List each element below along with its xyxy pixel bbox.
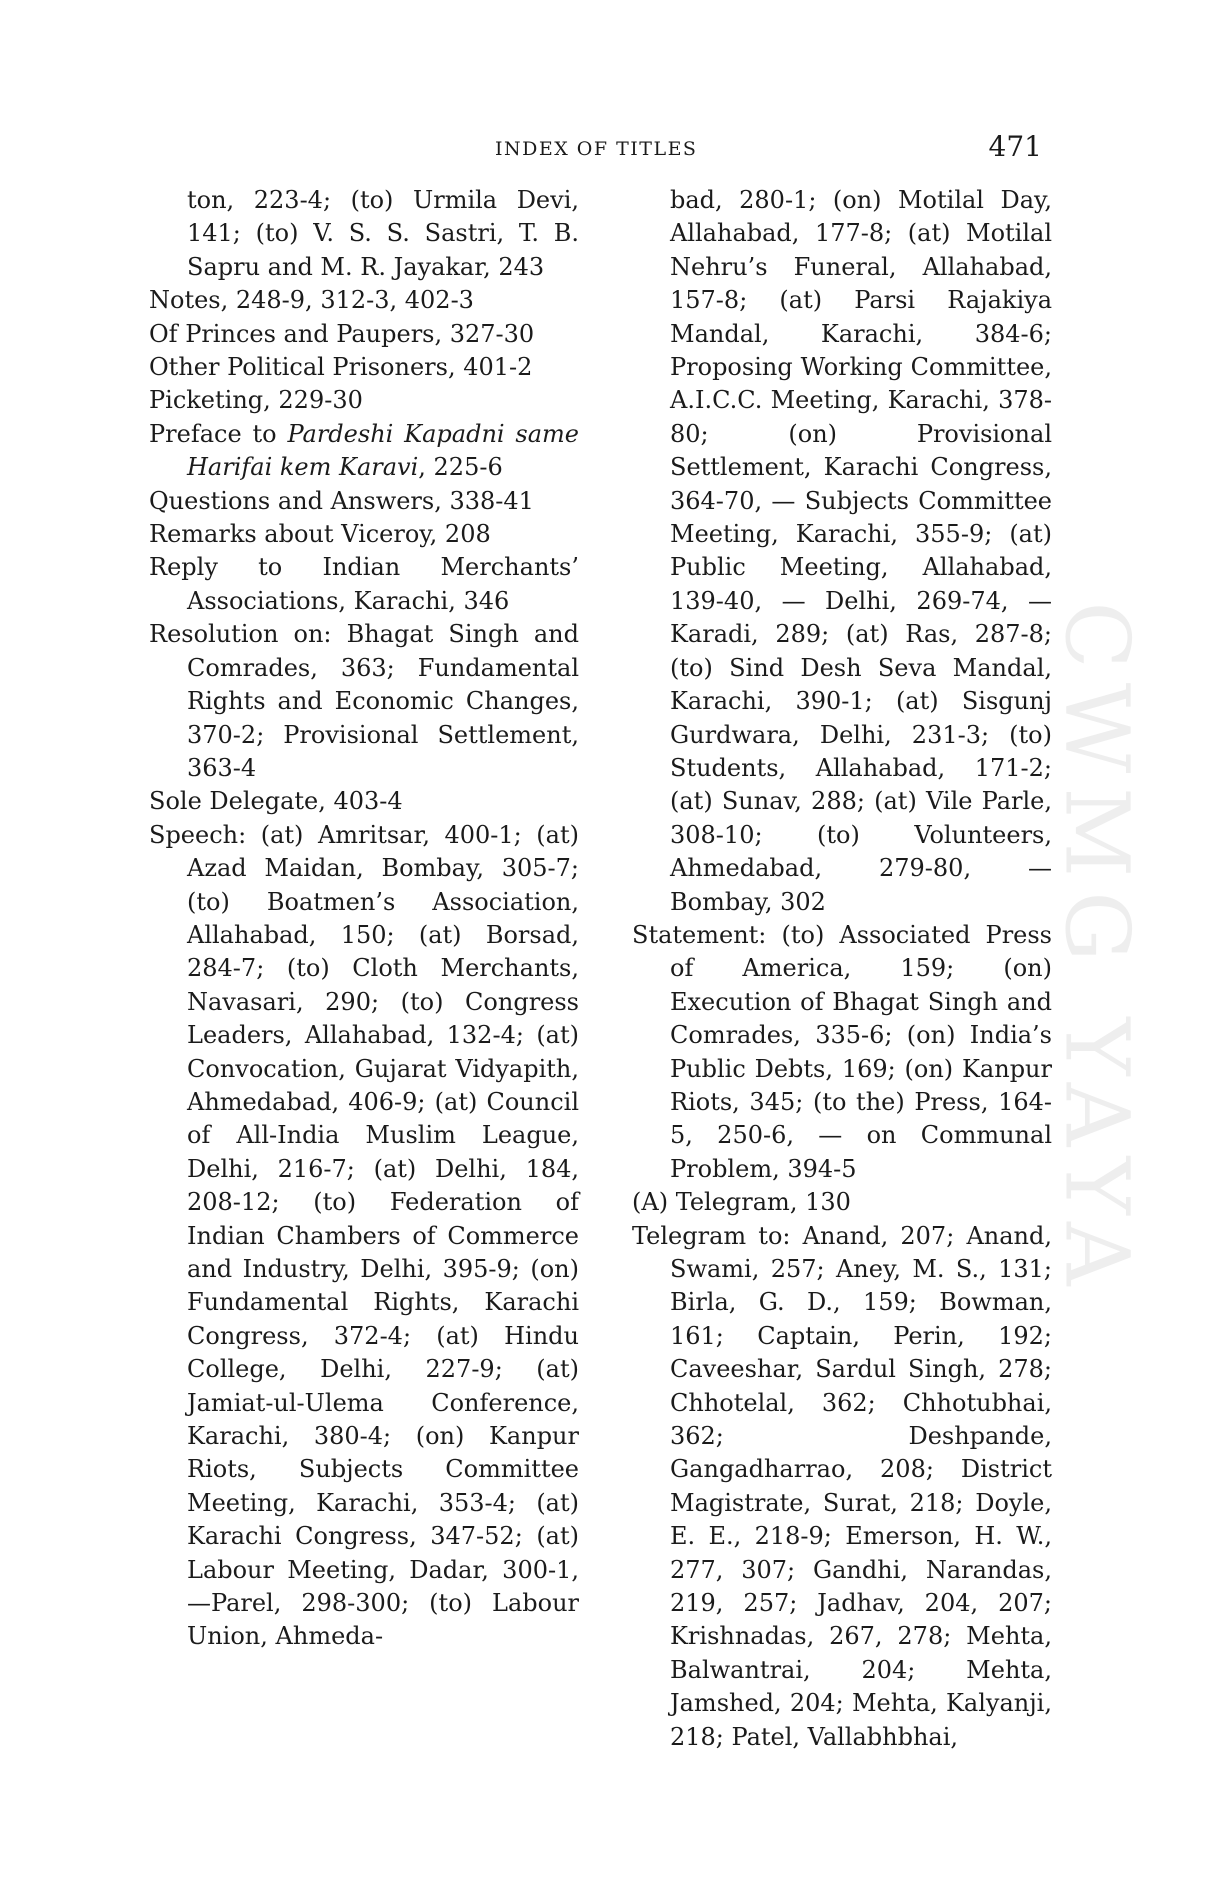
index-entry-other-prisoners: Other Political Prisoners, 401-2 bbox=[149, 353, 533, 382]
index-entry-picketing: Picketing, 229-30 bbox=[149, 386, 363, 415]
index-entry-continuation: ton, 223-4; (to) Urmila Devi, 141; (to) V. S. S. Sastri, T. B. Sapru and M. R. Jayakar, 243 bbox=[187, 186, 579, 281]
index-entry-questions: Questions and Answers, 338-41 bbox=[149, 486, 534, 515]
index-entry-continuation: bad, 280-1; (on) Motilal Day, Allahabad, 177-8; (at) Motilal Nehru’s Funeral, Allahabad, 157-8; (at) Parsi Rajakiya Mandal, Karachi, 384-6; Proposing Working Committee, A.I.C.C. Meeting, Karachi, 378-80; (on) Provisional Settlement, Karachi Congress, 364-70, — Subjects Committee Meeting, Karachi, 355-9; (at) Public Meeting, Allahabad, 139-40, — Delhi, 269-74, — Karadi, 289; (at) Ras, 287-8; (to) Sind Desh Seva Mandal, Karachi, 390-1; (at) Sisgunj Gurdwara, Delhi, 231-3; (to) Students, Allahabad, 171-2; (at) Sunav, 288; (at) Vile Parle, 308-10; (to) Volunteers, Ahmedabad, 279-80, — Bombay, 302 bbox=[670, 186, 1052, 916]
index-entry-reply: Reply to Indian Merchants’ Associations, Karachi, 346 bbox=[149, 553, 579, 615]
watermark bbox=[1045, 490, 1149, 1410]
preface-title: Pardeshi Kapadni same Harifai kem Karavi bbox=[187, 419, 579, 482]
index-entry-speech: Speech: (at) Amritsar, 400-1; (at) Azad Maidan, Bombay, 305-7; (to) Boatmen’s Association, Allahabad, 150; (at) Borsad, 284-7; (to) Cloth Merchants, Navasari, 290; (to) Congress Leaders, Allahabad, 132-4; (at) Convocation, Gujarat Vidyapith, Ahmedabad, 406-9; (at) Council of All-India Muslim League, Delhi, 216-7; (at) Delhi, 184, 208-12; (to) Federation of Indian Chambers of Commerce and Industry, Delhi, 395-9; (on) Fundamental Rights, Karachi Congress, 372-4; (at) Hindu College, Delhi, 227-9; (at) Jamiat-ul-Ulema Conference, Karachi, 380-4; (on) Kanpur Riots, Subjects Committee Meeting, Karachi, 353-4; (at) Karachi Congress, 347-52; (at) Labour Meeting, Dadar, 300-1, —Parel, 298-300; (to) Labour Union, Ahmeda- bbox=[149, 820, 579, 1651]
index-entry-a-telegram: (A) Telegram, 130 bbox=[632, 1188, 851, 1217]
preface-lead: Preface to bbox=[149, 419, 288, 448]
running-title: INDEX OF TITLES bbox=[495, 138, 698, 160]
page-number: 471 bbox=[988, 130, 1042, 163]
running-head bbox=[140, 130, 1060, 174]
preface-pages: , 225-6 bbox=[418, 453, 503, 482]
index-entry-preface bbox=[149, 418, 579, 485]
watermark-text: CWMG YAYA bbox=[1045, 600, 1149, 1300]
index-entry-of-princes: Of Princes and Paupers, 327-30 bbox=[149, 319, 535, 348]
index-entry-statement: Statement: (to) Associated Press of America, 159; (on) Execution of Bhagat Singh and Comrades, 335-6; (on) India’s Public Debts, 169; (on) Kanpur Riots, 345; (to the) Press, 164-5, 250-6, — on Communal Problem, 394-5 bbox=[632, 920, 1052, 1183]
index-entry-resolution: Resolution on: Bhagat Singh and Comrades, 363; Fundamental Rights and Economic Changes, 370-2; Provisional Settlement, 363-4 bbox=[149, 620, 579, 782]
index-entry-telegram: Telegram to: Anand, 207; Anand, Swami, 257; Aney, M. S., 131; Birla, G. D., 159; Bowman, 161; Captain, Perin, 192; Caveeshar, Sardul Singh, 278; Chhotelal, 362; Chhotubhai, 362; Deshpande, Gangadharrao, 208; District Magistrate, Surat, 218; Doyle, E. E., 218-9; Emerson, H. W., 277, 307; Gandhi, Narandas, 219, 257; Jadhav, 204, 207; Krishnadas, 267, 278; Mehta, Balwantrai, 204; Mehta, Jamshed, 204; Mehta, Kalyanji, 218; Patel, Vallabhbhai, bbox=[632, 1221, 1052, 1751]
index-entry-remarks: Remarks about Viceroy, 208 bbox=[149, 520, 491, 549]
index-entry-sole-delegate: Sole Delegate, 403-4 bbox=[149, 787, 403, 816]
left-column bbox=[149, 184, 579, 1654]
index-entry-notes: Notes, 248-9, 312-3, 402-3 bbox=[149, 286, 474, 315]
right-column bbox=[632, 184, 1052, 1754]
